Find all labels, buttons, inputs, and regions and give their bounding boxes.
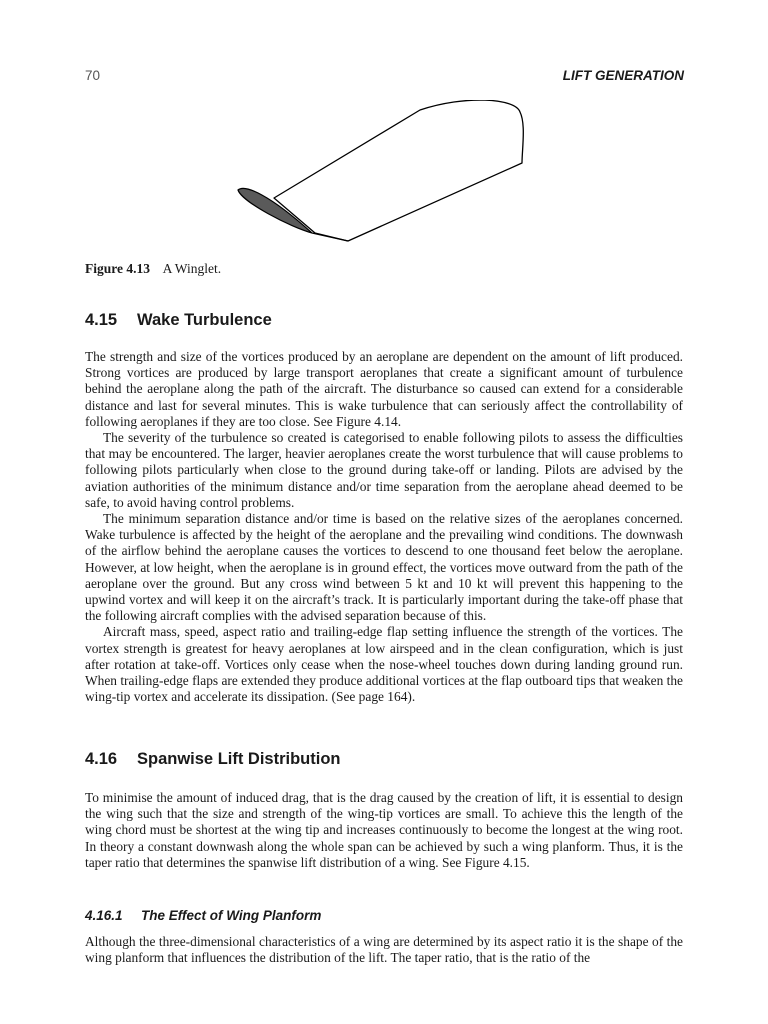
section-title: Spanwise Lift Distribution [137,750,341,768]
subsection-heading-4-16-1 [85,908,321,923]
wing-surface [274,100,523,241]
winglet-figure [230,100,540,250]
subsection-4-16-1-body [85,934,683,966]
subsection-number: 4.16.1 [85,908,123,923]
paragraph: The strength and size of the vortices produced by an aeroplane are dependent on the amount of lift produced. Strong vortices are produced by large transport aeroplanes that create a significant amount of turbulence behind the aeroplane along the path of the aircraft. The disturbance so caused can extend for a considerable distance and last for several minutes. This is wake turbulence that can seriously affect the controllability of following aeroplanes if they are too close. See Figure 4.14. [85,349,683,429]
section-title: Wake Turbulence [137,311,272,329]
page-number: 70 [85,68,101,83]
paragraph: Aircraft mass, speed, aspect ratio and trailing-edge flap setting influence the strength of the vortices. The vortex strength is greatest for heavy aeroplanes at low airspeed and in the clean configuration, which is just after rotation at take-off. Vortices only cease when the nose-wheel touches down during landing ground run. When trailing-edge flaps are extended they produce additional vortices at the flap outboard tips that weaken the wing-tip vortex and accelerate its dissipation. (See page 164). [85,624,683,705]
paragraph: Although the three-dimensional characteristics of a wing are determined by its aspect ratio it is the shape of the wing planform that influences the distribution of the lift. The taper ratio, that is the ratio of the [85,934,683,966]
section-heading-4-16 [85,750,341,769]
section-4-16-body [85,790,683,871]
paragraph: The minimum separation distance and/or time is based on the relative sizes of the aeroplanes concerned. Wake turbulence is affected by the height of the aeroplane and the prevailing wind conditions. The downwash of the airflow behind the aeroplane causes the vortices to descend to one thousand feet below the aeroplane. However, at low height, when the aeroplane is in ground effect, the vortices move outward from the path of the aeroplane over the ground. But any cross wind between 5 kt and 10 kt will prevent this happening to the upwind vortex and will keep it on the aircraft’s track. It is particularly important during the take-off phase that the following aircraft complies with the advised separation because of this. [85,511,683,624]
figure-caption [85,261,221,277]
section-heading-4-15 [85,311,272,330]
paragraph: To minimise the amount of induced drag, that is the drag caused by the creation of lift, it is essential to design the wing such that the size and strength of the wing-tip vortices are small. To achieve this the length of the wing chord must be shortest at the wing tip and increases continuously to become the longest at the wing root. In theory a constant downwash along the whole span can be achieved by such a wing planform. Thus, it is the taper ratio that determines the spanwise lift distribution of a wing. See Figure 4.15. [85,790,683,870]
running-head: LIFT GENERATION [562,68,684,83]
figure-label: Figure 4.13 [85,261,150,276]
subsection-title: The Effect of Wing Planform [141,908,322,923]
section-number: 4.16 [85,750,118,768]
figure-caption-text: A Winglet. [162,261,222,276]
section-number: 4.15 [85,311,118,329]
section-4-15-body [85,349,683,705]
winglet-illustration [230,100,540,250]
paragraph: The severity of the turbulence so created is categorised to enable following pilots to assess the difficulties that may be encountered. The larger, heavier aeroplanes create the worst turbulence that will cause problems to following pilots particularly when close to the ground during take-off or landing. Pilots are advised by the aviation authorities of the minimum distance and/or time separation from the aeroplane ahead deemed to be safe, to avoid having control problems. [85,430,683,510]
